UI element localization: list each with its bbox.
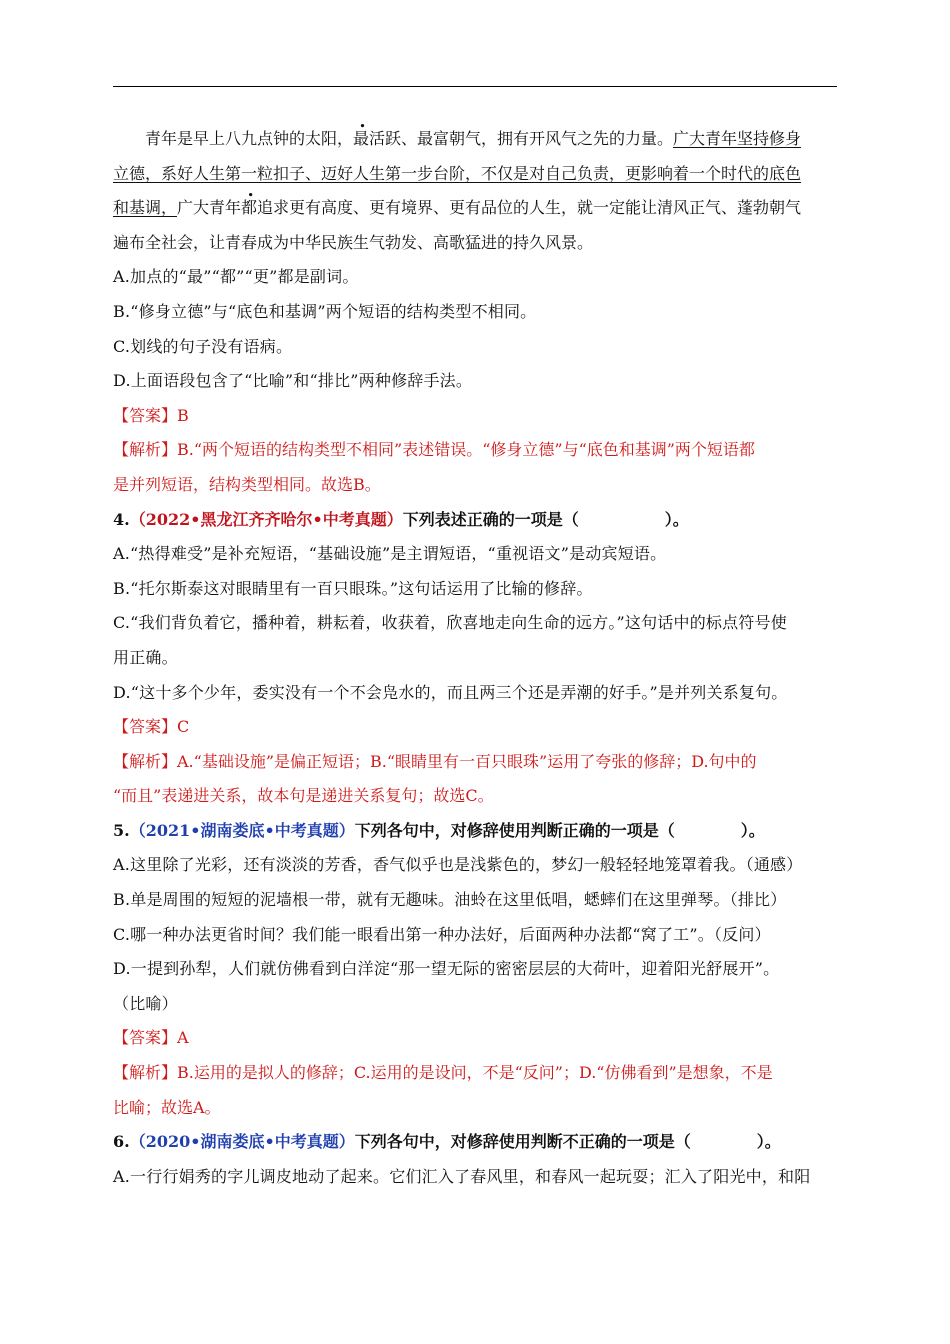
q5-analysis-line-1: 【解析】B.运用的是拟人的修辞；C.运用的是设问，不是“反问”；D.“仿佛看到”是想象，不是: [113, 1063, 773, 1083]
passage-text: 追求更有高度、更有境界、更有品位的人生，就一定能让清风正气、蓬勃朝气: [257, 198, 802, 218]
passage-line-1: [113, 122, 837, 157]
q3-answer: 【答案】B: [113, 405, 189, 425]
dotted-char-dou: 都: [241, 198, 258, 218]
passage-text: 青年是早上八九点钟的太阳，: [145, 129, 354, 148]
question-source: （2020•湖南娄底•中考真题）: [129, 1132, 355, 1152]
q4-analysis-line-2: “而且”表递进关系，故本句是递进关系复句；故选C。: [113, 786, 494, 806]
underlined-sentence: 广大青年坚持修身: [673, 129, 802, 148]
q4-option-d: D.“这十多个少年，委实没有一个不会凫水的，而且两三个还是弄潮的好手。”是并列关系复句。: [113, 682, 788, 702]
question-stem-end: ）。: [756, 1132, 781, 1152]
underlined-sentence: 和基调，: [113, 198, 178, 218]
q3-option-c: C.划线的句子没有语病。: [113, 336, 293, 356]
q4-option-a: A.“热得难受”是补充短语，“基础设施”是主谓短语，“重视语文”是动宾短语。: [113, 544, 667, 564]
question-stem-end: ）。: [740, 820, 765, 840]
q3-option-b: B.“修身立德”与“底色和基调”两个短语的结构类型不相同。: [113, 301, 537, 321]
passage-text: 广大青年: [177, 198, 242, 218]
q5-analysis-line-2: 比喻；故选A。: [113, 1097, 221, 1117]
document-body: [113, 122, 837, 1194]
q5-answer: 【答案】A: [113, 1028, 189, 1048]
header-rule: [113, 86, 837, 87]
q4-option-c: C.“我们背负着它，播种着，耕耘着，收获着，欣喜地走向生命的远方。”这句话中的标点符号使: [113, 613, 787, 633]
underlined-sentence: 立德，系好人生第一粒扣子、迈好人生第一步台阶，不仅是对自己负责，更影响着一个时代的底色: [113, 163, 802, 183]
q4-option-c-cont: 用正确。: [113, 647, 178, 667]
q5-option-c: C.哪一种办法更省时间？我们能一眼看出第一种办法好，后面两种办法都“窝了工”。（反问）: [113, 924, 771, 944]
q3-option-a: A.加点的“最”“都”“更”都是副词。: [113, 267, 359, 287]
q4-analysis-line-1: 【解析】A.“基础设施”是偏正短语；B.“眼睛里有一百只眼珠”运用了夸张的修辞；D.句中的: [113, 751, 757, 771]
question-source: （2021•湖南娄底•中考真题）: [129, 820, 355, 840]
question-number: 5.: [113, 820, 130, 840]
q6-option-a: A.一行行娟秀的字儿调皮地动了起来。它们汇入了春风里，和春风一起玩耍；汇入了阳光中，和阳: [113, 1166, 811, 1186]
q4-stem: [113, 503, 837, 538]
q4-option-b: B.“托尔斯泰这对眼睛里有一百只眼珠。”这句话运用了比输的修辞。: [113, 578, 593, 598]
question-stem: 下列各句中，对修辞使用判断正确的一项是（: [354, 820, 675, 840]
passage-line-2: [113, 157, 837, 192]
question-number: 4.: [113, 509, 130, 529]
dotted-char-zui: 最: [353, 129, 370, 148]
question-stem-end: ）。: [664, 509, 689, 529]
q5-option-d: D.一提到孙犁，人们就仿佛看到白洋淀“那一望无际的密密层层的大荷叶，迎着阳光舒展开”。: [113, 959, 780, 979]
q5-option-a: A.这里除了光彩，还有淡淡的芳香，香气似乎也是浅紫色的，梦幻一般轻轻地笼罩着我。（通感）: [113, 855, 803, 875]
question-stem: 下列表述正确的一项是（: [402, 509, 579, 529]
q3-analysis-line-1: 【解析】B.“两个短语的结构类型不相同”表述错误。“修身立德”与“底色和基调”两个短语都: [113, 440, 755, 460]
passage-line-3: [113, 191, 837, 226]
q5-option-d-cont: （比喻）: [113, 993, 178, 1013]
question-number: 6.: [113, 1132, 130, 1152]
passage-line-4: 遍布全社会，让青春成为中华民族生气勃发、高歌猛进的持久风景。: [113, 232, 594, 252]
q6-stem: [113, 1125, 837, 1160]
passage-text: 活跃、最富朝气，拥有开风气之先的力量。: [369, 129, 674, 148]
q4-answer: 【答案】C: [113, 717, 190, 737]
question-source: （2022•黑龙江齐齐哈尔•中考真题）: [129, 509, 403, 529]
q5-stem: [113, 814, 837, 849]
q3-analysis-line-2: 是并列短语，结构类型相同。故选B。: [113, 474, 381, 494]
q5-option-b: B.单是周围的短短的泥墙根一带，就有无趣味。油蛉在这里低唱，蟋蟀们在这里弹琴。（排比）: [113, 890, 787, 910]
question-stem: 下列各句中，对修辞使用判断不正确的一项是（: [354, 1132, 691, 1152]
q3-option-d: D.上面语段包含了“比喻”和“排比”两种修辞手法。: [113, 371, 473, 391]
